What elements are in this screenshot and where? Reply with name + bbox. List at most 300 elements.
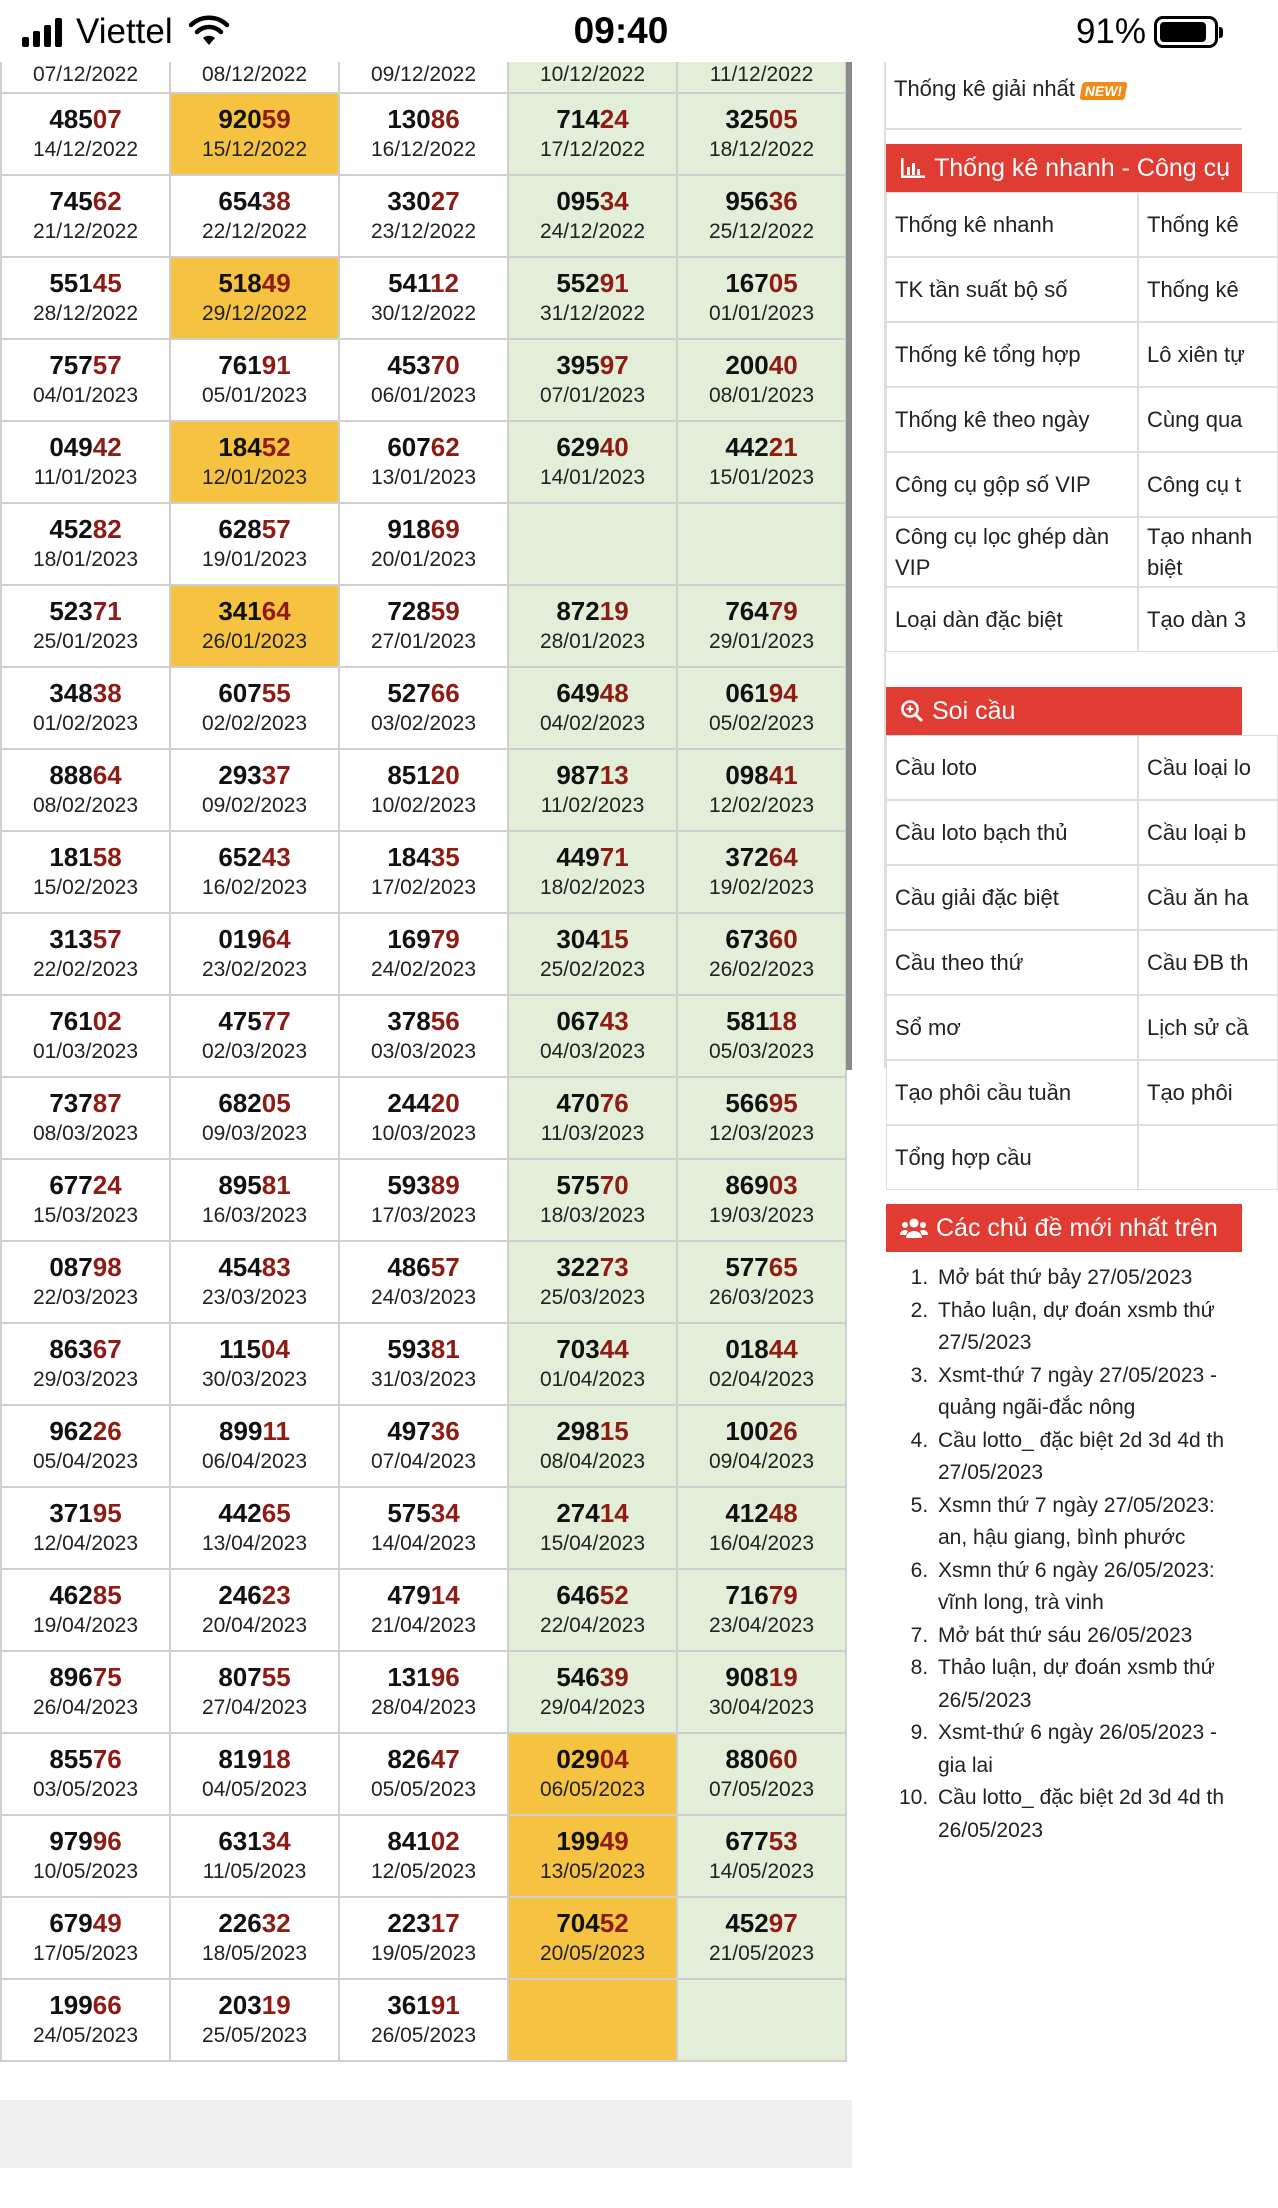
result-cell: [339, 93, 508, 175]
result-cell: [339, 1651, 508, 1733]
result-cell: [339, 831, 508, 913]
result-cell: [677, 1405, 846, 1487]
result-cell: [1, 175, 170, 257]
result-date: 10/05/2023: [32, 1860, 139, 1883]
result-number: 71424: [556, 104, 629, 134]
sidebar-link[interactable]: Công cụ t: [1138, 452, 1278, 517]
sidebar-link[interactable]: Tạo nhanh biệt: [1138, 517, 1278, 587]
result-date: 05/02/2023: [708, 712, 815, 735]
result-number: 36191: [387, 1990, 460, 2020]
result-number: 29337: [218, 760, 291, 790]
result-date: 22/02/2023: [32, 958, 139, 981]
topic-link[interactable]: 7. Mở bát thứ sáu 26/05/2023: [934, 1620, 1242, 1653]
result-number: 71679: [725, 1580, 798, 1610]
result-date: 01/02/2023: [32, 712, 139, 735]
result-cell: [339, 1979, 508, 2061]
topic-link[interactable]: 3. Xsmt-thứ 7 ngày 27/05/2023 - quảng ngãi-đắc nông: [934, 1360, 1242, 1425]
result-cell: [677, 1323, 846, 1405]
sidebar-link[interactable]: Công cụ lọc ghép dàn VIP: [886, 517, 1138, 587]
result-number: 55291: [556, 268, 629, 298]
result-cell: [508, 913, 677, 995]
result-date: 20/01/2023: [370, 548, 477, 571]
result-number: 90819: [725, 1662, 798, 1692]
result-number: 44265: [218, 1498, 291, 1528]
result-date: 12/05/2023: [370, 1860, 477, 1883]
result-date: 13/01/2023: [370, 466, 477, 489]
status-right: [1076, 12, 1218, 52]
result-number: 87219: [556, 596, 629, 626]
results-table: [0, 58, 847, 2062]
result-number: 89675: [49, 1662, 122, 1692]
sidebar-link[interactable]: TK tần suất bộ số: [886, 257, 1138, 322]
result-cell: [170, 749, 339, 831]
sidebar-link[interactable]: Cầu theo thứ: [886, 930, 1138, 995]
result-cell: [170, 1487, 339, 1569]
result-date: 18/05/2023: [201, 1942, 308, 1965]
result-cell: [508, 1323, 677, 1405]
result-number: 51849: [218, 268, 291, 298]
result-number: 57570: [556, 1170, 629, 1200]
result-cell: [1, 1405, 170, 1487]
sidebar-link[interactable]: Cùng qua: [1138, 387, 1278, 452]
result-number: 75757: [49, 350, 122, 380]
result-date: 05/01/2023: [201, 384, 308, 407]
table-row: [1, 93, 846, 175]
result-cell: [339, 913, 508, 995]
result-date: 08/01/2023: [708, 384, 815, 407]
result-cell: [508, 667, 677, 749]
result-cell: [677, 1897, 846, 1979]
result-number: 98713: [556, 760, 629, 790]
result-date: 27/01/2023: [370, 630, 477, 653]
result-cell: [1, 1897, 170, 1979]
result-number: 16705: [725, 268, 798, 298]
sidebar-link[interactable]: Tạo dàn 3: [1138, 587, 1278, 652]
battery-icon: [1154, 16, 1218, 48]
sidebar-link[interactable]: Cầu ĐB th: [1138, 930, 1278, 995]
result-cell: [677, 1077, 846, 1159]
result-date: 11/05/2023: [202, 1860, 307, 1883]
result-date: 15/02/2023: [32, 876, 139, 899]
result-date: 12/03/2023: [708, 1122, 815, 1145]
result-date: 16/03/2023: [201, 1204, 308, 1227]
table-row: [1, 995, 846, 1077]
table-row: [1, 339, 846, 421]
result-number: 45297: [725, 1908, 798, 1938]
result-cell: [677, 1569, 846, 1651]
result-cell: [339, 1487, 508, 1569]
topic-link[interactable]: 1. Mở bát thứ bảy 27/05/2023: [934, 1262, 1242, 1295]
result-cell: [677, 257, 846, 339]
result-date: 19/02/2023: [708, 876, 815, 899]
result-date: 04/05/2023: [201, 1778, 308, 1801]
result-cell: [1, 585, 170, 667]
status-time: 09:40: [573, 10, 669, 51]
new-badge: NEW!: [1079, 82, 1128, 100]
result-cell: [339, 257, 508, 339]
result-cell: [1, 1241, 170, 1323]
sidebar-link[interactable]: Thống kê: [1138, 192, 1278, 257]
result-cell: [677, 667, 846, 749]
result-cell: [339, 749, 508, 831]
result-cell: [508, 503, 677, 585]
result-cell: [508, 93, 677, 175]
result-date: 15/01/2023: [708, 466, 815, 489]
result-cell: [170, 1733, 339, 1815]
result-cell: [508, 1159, 677, 1241]
sidebar-link[interactable]: Cầu loto: [886, 735, 1138, 800]
result-cell: [170, 1651, 339, 1733]
result-number: 01844: [725, 1334, 798, 1364]
result-cell: [508, 175, 677, 257]
result-date: 04/02/2023: [539, 712, 646, 735]
result-date: 09/12/2022: [370, 63, 477, 86]
result-number: 18435: [387, 842, 460, 872]
result-date: 25/05/2023: [201, 2024, 308, 2047]
result-number: 11504: [219, 1334, 290, 1364]
sidebar-link[interactable]: Tạo phôi: [1138, 1060, 1278, 1125]
result-number: 58118: [726, 1006, 797, 1036]
sidebar-link[interactable]: Lịch sử cầ: [1138, 995, 1278, 1060]
table-row: [1, 175, 846, 257]
result-cell: [339, 1159, 508, 1241]
result-cell: [339, 503, 508, 585]
result-date: 14/04/2023: [370, 1532, 477, 1555]
battery-percent: 91%: [1075, 12, 1146, 51]
result-date: 13/05/2023: [539, 1860, 646, 1883]
result-date: 26/02/2023: [708, 958, 815, 981]
result-number: 52371: [49, 596, 122, 626]
sidebar-link[interactable]: Cầu loto bạch thủ: [886, 800, 1138, 865]
table-row: [1, 1651, 846, 1733]
result-cell: [677, 585, 846, 667]
result-date: 19/03/2023: [708, 1204, 815, 1227]
result-date: 25/01/2023: [32, 630, 139, 653]
result-cell: [170, 175, 339, 257]
result-cell: [339, 1815, 508, 1897]
result-cell: [1, 831, 170, 913]
result-number: 84102: [387, 1826, 460, 1856]
quick-stats-grid: [886, 192, 1253, 652]
result-number: 27414: [556, 1498, 629, 1528]
result-cell: [677, 59, 846, 93]
result-date: 31/12/2022: [539, 302, 646, 325]
sidebar-link[interactable]: Cầu loại lo: [1138, 735, 1278, 800]
result-number: 20040: [725, 350, 798, 380]
sidebar-link[interactable]: Thống kê nhanh: [886, 192, 1138, 257]
result-date: 23/12/2022: [370, 220, 477, 243]
result-date: 04/01/2023: [32, 384, 139, 407]
result-number: 45282: [49, 514, 122, 544]
table-row: [1, 1241, 846, 1323]
result-date: 26/03/2023: [708, 1286, 815, 1309]
topic-link[interactable]: 5. Xsmn thứ 7 ngày 27/05/2023: an, hậu giang, bình phước: [934, 1490, 1242, 1555]
topic-link[interactable]: 6. Xsmn thứ 6 ngày 26/05/2023: vĩnh long, trà vinh: [934, 1555, 1242, 1620]
result-cell: [677, 831, 846, 913]
result-number: 45483: [218, 1252, 291, 1282]
result-cell: [170, 995, 339, 1077]
result-number: 13196: [387, 1662, 460, 1692]
result-number: 37264: [725, 842, 798, 872]
result-cell: [508, 831, 677, 913]
result-date: 02/04/2023: [708, 1368, 815, 1391]
result-date: 28/04/2023: [370, 1696, 477, 1719]
result-cell: [170, 93, 339, 175]
result-number: 80755: [218, 1662, 291, 1692]
table-row: [1, 503, 846, 585]
result-number: 74562: [49, 186, 122, 216]
sidebar-link[interactable]: Thống kê tổng hợp: [886, 322, 1138, 387]
result-date: 24/12/2022: [539, 220, 646, 243]
result-cell: [677, 1487, 846, 1569]
result-date: 10/03/2023: [370, 1122, 477, 1145]
result-number: 20319: [218, 1990, 291, 2020]
result-cell: [170, 913, 339, 995]
result-cell: [339, 1241, 508, 1323]
result-cell: [508, 1241, 677, 1323]
result-cell: [677, 749, 846, 831]
result-cell: [339, 667, 508, 749]
result-number: 62857: [218, 514, 291, 544]
carrier-name: Viettel: [76, 12, 173, 51]
sidebar-link[interactable]: Cầu ăn ha: [1138, 865, 1278, 930]
result-date: 08/03/2023: [32, 1122, 139, 1145]
result-cell: [170, 1323, 339, 1405]
result-cell: [677, 1159, 846, 1241]
result-date: 21/04/2023: [370, 1614, 477, 1637]
result-number: 59389: [387, 1170, 460, 1200]
result-number: 92059: [218, 104, 291, 134]
result-date: 16/02/2023: [201, 876, 308, 899]
sidebar-link[interactable]: Cầu loại b: [1138, 800, 1278, 865]
bar-chart-icon: [900, 157, 926, 179]
result-number: 08798: [49, 1252, 122, 1282]
sidebar-link[interactable]: Sổ mơ: [886, 995, 1138, 1060]
result-number: 24420: [387, 1088, 460, 1118]
result-cell: [677, 1815, 846, 1897]
result-cell: [1, 913, 170, 995]
result-date: 19/05/2023: [370, 1942, 477, 1965]
result-date: 25/02/2023: [539, 958, 646, 981]
result-number: 67360: [725, 924, 798, 954]
result-date: 25/03/2023: [539, 1286, 646, 1309]
sidebar: [884, 58, 1253, 1842]
result-cell: [339, 1405, 508, 1487]
table-row: [1, 585, 846, 667]
result-cell: [170, 503, 339, 585]
result-date: 31/03/2023: [370, 1368, 477, 1391]
table-row: [1, 913, 846, 995]
result-date: 29/01/2023: [708, 630, 815, 653]
result-cell: [677, 913, 846, 995]
sidebar-link[interactable]: Loại dàn đặc biệt: [886, 587, 1138, 652]
result-date: 18/01/2023: [32, 548, 139, 571]
result-number: 34838: [49, 678, 122, 708]
result-date: 18/12/2022: [708, 138, 815, 161]
table-row: [1, 421, 846, 503]
result-cell: [1, 667, 170, 749]
result-date: 23/03/2023: [201, 1286, 308, 1309]
table-row: [1, 1487, 846, 1569]
topics-title: Các chủ đề mới nhất trên: [936, 1213, 1218, 1242]
sidebar-link[interactable]: Thống kê theo ngày: [886, 387, 1138, 452]
result-date: 10/02/2023: [370, 794, 477, 817]
result-number: 57534: [387, 1498, 460, 1528]
result-number: 46285: [49, 1580, 122, 1610]
result-number: 32273: [556, 1252, 629, 1282]
result-cell: [1, 339, 170, 421]
result-date: 30/03/2023: [201, 1368, 308, 1391]
result-date: 01/01/2023: [708, 302, 815, 325]
result-cell: [1, 1159, 170, 1241]
table-row: [1, 1897, 846, 1979]
result-date: 23/02/2023: [201, 958, 308, 981]
result-number: 19949: [556, 1826, 629, 1856]
result-number: 49736: [387, 1416, 460, 1446]
topic-link[interactable]: 8. Thảo luận, dự đoán xsmb thứ 26/5/2023: [934, 1652, 1242, 1717]
result-number: 48507: [49, 104, 122, 134]
result-number: 54112: [388, 268, 459, 298]
table-row: [1, 1569, 846, 1651]
result-cell: [1, 93, 170, 175]
result-cell: [170, 585, 339, 667]
result-number: 09841: [725, 760, 798, 790]
quick-stats-header: [886, 144, 1242, 192]
result-date: 18/03/2023: [539, 1204, 646, 1227]
result-date: 12/04/2023: [32, 1532, 139, 1555]
sidebar-link[interactable]: Thống kê: [1138, 257, 1278, 322]
table-shadow: [846, 58, 852, 1070]
result-number: 64652: [556, 1580, 629, 1610]
result-number: 24623: [218, 1580, 291, 1610]
sidebar-link[interactable]: Công cụ gộp số VIP: [886, 452, 1138, 517]
result-date: 06/01/2023: [370, 384, 477, 407]
result-date: 24/05/2023: [32, 2024, 139, 2047]
result-number: 76479: [725, 596, 798, 626]
result-date: 29/12/2022: [201, 302, 308, 325]
result-number: 18158: [49, 842, 122, 872]
result-number: 89911: [219, 1416, 290, 1446]
result-date: 27/04/2023: [201, 1696, 308, 1719]
result-date: 11/12/2022: [709, 63, 814, 86]
topic-link[interactable]: 10. Cầu lotto_ đặc biệt 2d 3d 4d th 26/05/2023: [934, 1782, 1242, 1847]
soi-cau-grid: [886, 735, 1251, 1190]
result-cell: [339, 175, 508, 257]
result-cell: [677, 995, 846, 1077]
result-number: 02904: [556, 1744, 629, 1774]
result-number: 34164: [218, 596, 291, 626]
topic-link[interactable]: 2. Thảo luận, dự đoán xsmb thứ 27/5/2023: [934, 1295, 1242, 1360]
result-date: 02/02/2023: [201, 712, 308, 735]
result-number: 96226: [49, 1416, 122, 1446]
result-cell: [339, 1569, 508, 1651]
result-cell: [508, 1815, 677, 1897]
result-date: 21/05/2023: [708, 1942, 815, 1965]
result-number: 44221: [725, 432, 798, 462]
result-number: 86903: [725, 1170, 798, 1200]
result-number: 57765: [725, 1252, 798, 1282]
table-row: [1, 1733, 846, 1815]
result-number: 54639: [556, 1662, 629, 1692]
topics-header: [886, 1204, 1242, 1252]
result-cell: [170, 1077, 339, 1159]
result-cell: [677, 1733, 846, 1815]
result-number: 33027: [387, 186, 460, 216]
result-cell: [508, 1405, 677, 1487]
result-number: 60762: [387, 432, 460, 462]
result-date: 07/05/2023: [708, 1778, 815, 1801]
topic-link[interactable]: 4. Cầu lotto_ đặc biệt 2d 3d 4d th 27/05/2023: [934, 1425, 1242, 1490]
result-cell: [677, 421, 846, 503]
status-bar: [0, 0, 1242, 62]
result-cell: [508, 1569, 677, 1651]
result-date: 06/05/2023: [539, 1778, 646, 1801]
result-number: 44971: [556, 842, 629, 872]
result-cell: [508, 421, 677, 503]
result-date: 18/02/2023: [539, 876, 646, 899]
sidebar-link[interactable]: Lô xiên tự: [1138, 322, 1278, 387]
result-cell: [339, 1897, 508, 1979]
sidebar-empty-cell: [1138, 1125, 1278, 1190]
result-cell: [170, 1979, 339, 2061]
sidebar-item-first-prize-stats[interactable]: [886, 58, 1242, 130]
result-number: 55145: [49, 268, 122, 298]
result-cell: [339, 421, 508, 503]
result-date: 30/04/2023: [708, 1696, 815, 1719]
result-date: 09/03/2023: [201, 1122, 308, 1145]
result-date: 09/04/2023: [708, 1450, 815, 1473]
search-plus-icon: [900, 699, 924, 723]
result-number: 45370: [387, 350, 460, 380]
result-date: 01/03/2023: [32, 1040, 139, 1063]
result-date: 08/02/2023: [32, 794, 139, 817]
topic-link[interactable]: 9. Xsmt-thứ 6 ngày 26/05/2023 - gia lai: [934, 1717, 1242, 1782]
result-number: 10026: [725, 1416, 798, 1446]
result-date: 12/02/2023: [708, 794, 815, 817]
table-row: [1, 1323, 846, 1405]
result-number: 72859: [387, 596, 460, 626]
result-number: 06194: [725, 678, 798, 708]
result-number: 67724: [49, 1170, 122, 1200]
soi-cau-header: [886, 687, 1242, 735]
result-cell: [339, 585, 508, 667]
sidebar-link[interactable]: Tổng hợp cầu: [886, 1125, 1138, 1190]
result-number: 63134: [218, 1826, 291, 1856]
result-date: 26/01/2023: [201, 630, 308, 653]
result-date: 01/04/2023: [539, 1368, 646, 1391]
result-cell: [1, 1979, 170, 2061]
sidebar-link[interactable]: Cầu giải đặc biệt: [886, 865, 1138, 930]
result-date: 06/04/2023: [201, 1450, 308, 1473]
result-date: 20/04/2023: [201, 1614, 308, 1637]
result-date: 22/03/2023: [32, 1286, 139, 1309]
result-date: 13/04/2023: [201, 1532, 308, 1555]
result-number: 82647: [387, 1744, 460, 1774]
result-cell: [508, 1651, 677, 1733]
result-cell: [508, 1077, 677, 1159]
result-cell: [508, 1979, 677, 2061]
result-date: 15/03/2023: [32, 1204, 139, 1227]
topics-list: [886, 1252, 1242, 1847]
result-number: 67949: [49, 1908, 122, 1938]
result-date: 22/12/2022: [201, 220, 308, 243]
result-number: 56695: [725, 1088, 798, 1118]
result-number: 76191: [218, 350, 291, 380]
sidebar-link[interactable]: Tạo phôi cầu tuần: [886, 1060, 1138, 1125]
result-cell: [1, 1077, 170, 1159]
result-number: 59381: [387, 1334, 460, 1364]
result-number: 29815: [556, 1416, 629, 1446]
